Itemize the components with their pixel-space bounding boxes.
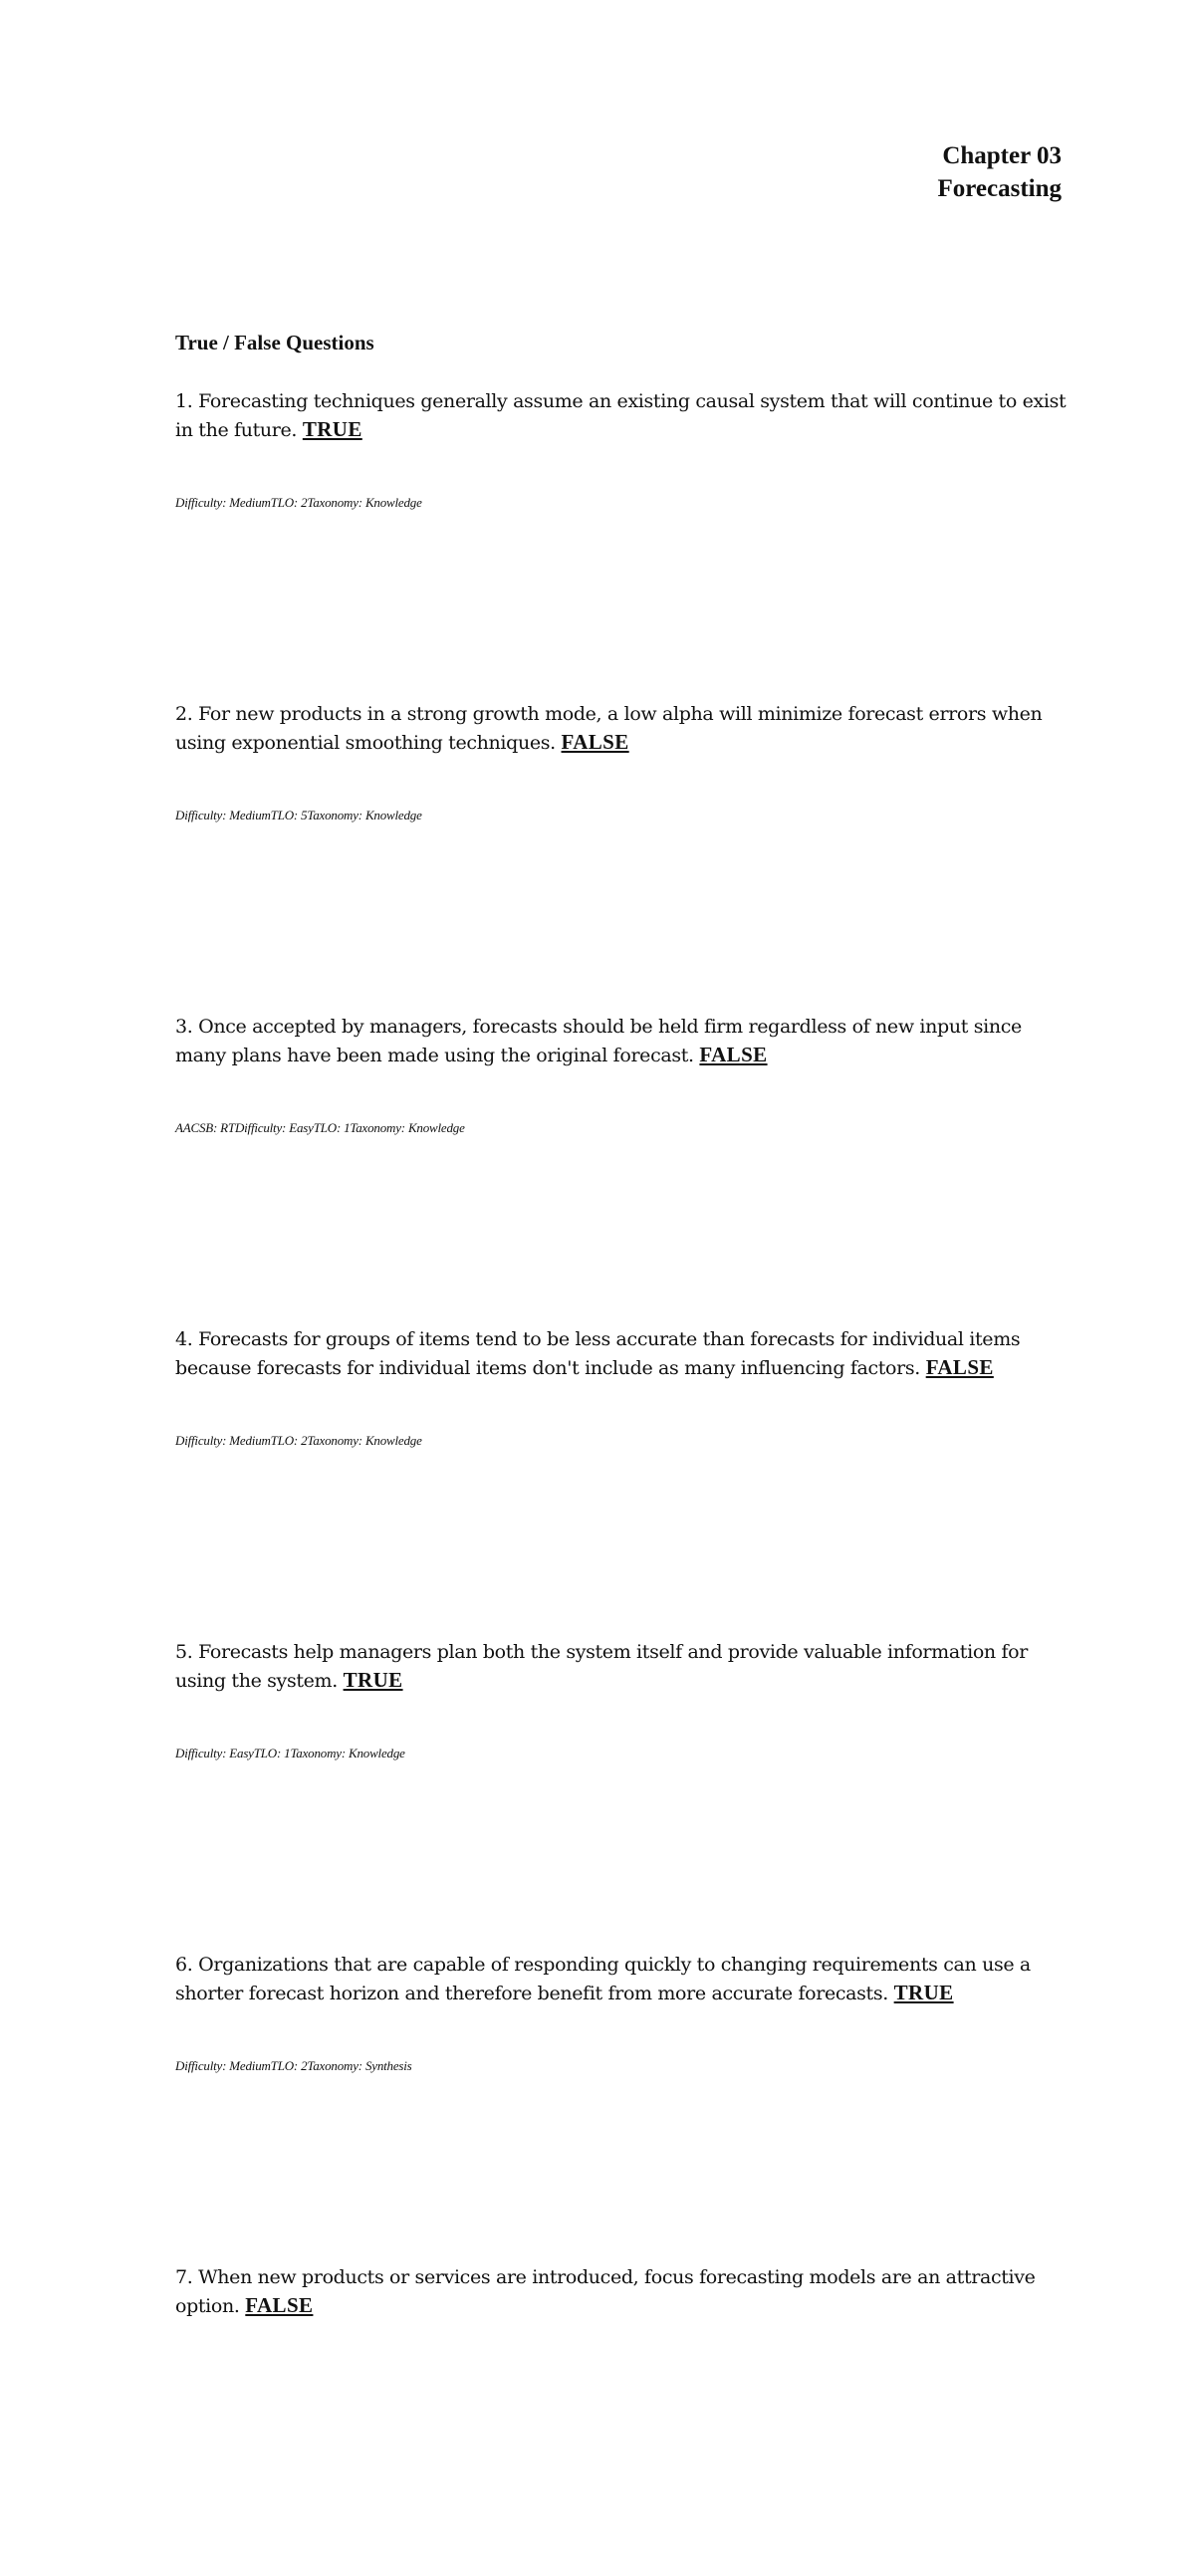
chapter-number: Chapter 03 <box>942 142 1062 169</box>
answer-key: FALSE <box>561 730 629 754</box>
question-statement: 3. Once accepted by managers, forecasts should be held firm regardless of new input since many plans have been made using the original forecast. <box>175 1016 1022 1066</box>
answer-key: TRUE <box>893 1981 954 2004</box>
question-text <box>175 2263 1072 2320</box>
question-metadata: Difficulty: MediumTLO: 2Taxonomy: Knowledge <box>175 495 422 510</box>
question-statement: 2. For new products in a strong growth mode, a low alpha will minimize forecast errors when using exponential smoothing techniques. <box>175 703 1043 754</box>
question-text <box>175 1638 1072 1695</box>
question-item <box>175 2263 1072 2576</box>
question-list <box>175 387 1072 2576</box>
chapter-title: Forecasting <box>937 175 1062 202</box>
question-item <box>175 1325 1072 1638</box>
answer-key: TRUE <box>302 417 362 441</box>
answer-key: FALSE <box>699 1043 768 1066</box>
question-statement: 1. Forecasting techniques generally assume an existing causal system that will continue to exist in the future. <box>175 390 1067 441</box>
question-metadata: Difficulty: MediumTLO: 5Taxonomy: Knowledge <box>175 808 422 822</box>
question-item <box>175 387 1072 700</box>
question-statement: 5. Forecasts help managers plan both the system itself and provide valuable information for using the system. <box>175 1641 1028 1692</box>
question-metadata: Difficulty: MediumTLO: 2Taxonomy: Synthesis <box>175 2058 412 2073</box>
question-item <box>175 1951 1072 2263</box>
question-text <box>175 387 1072 444</box>
question-text <box>175 1325 1072 1382</box>
question-text <box>175 700 1072 757</box>
question-metadata: AACSB: RTDifficulty: EasyTLO: 1Taxonomy: Knowledge <box>175 1120 465 1135</box>
question-text <box>175 1951 1072 2007</box>
section-title: True / False Questions <box>175 331 374 354</box>
question-text <box>175 1013 1072 1069</box>
question-metadata: Difficulty: EasyTLO: 1Taxonomy: Knowledge <box>175 1746 405 1760</box>
question-statement: 7. When new products or services are introduced, focus forecasting models are an attractive option. <box>175 2266 1036 2317</box>
question-item <box>175 700 1072 1013</box>
chapter-heading <box>937 139 1062 205</box>
question-statement: 4. Forecasts for groups of items tend to be less accurate than forecasts for individual items because forecasts for individual items don't include as many influencing factors. <box>175 1328 1021 1379</box>
question-statement: 6. Organizations that are capable of responding quickly to changing requirements can use a shorter forecast horizon and therefore benefit from more accurate forecasts. <box>175 1954 1031 2004</box>
question-metadata: Difficulty: MediumTLO: 2Taxonomy: Knowledge <box>175 1433 422 1448</box>
answer-key: TRUE <box>343 1668 403 1692</box>
answer-key: FALSE <box>925 1355 994 1379</box>
question-item <box>175 1638 1072 1951</box>
answer-key: FALSE <box>245 2293 314 2317</box>
question-item <box>175 1013 1072 1325</box>
